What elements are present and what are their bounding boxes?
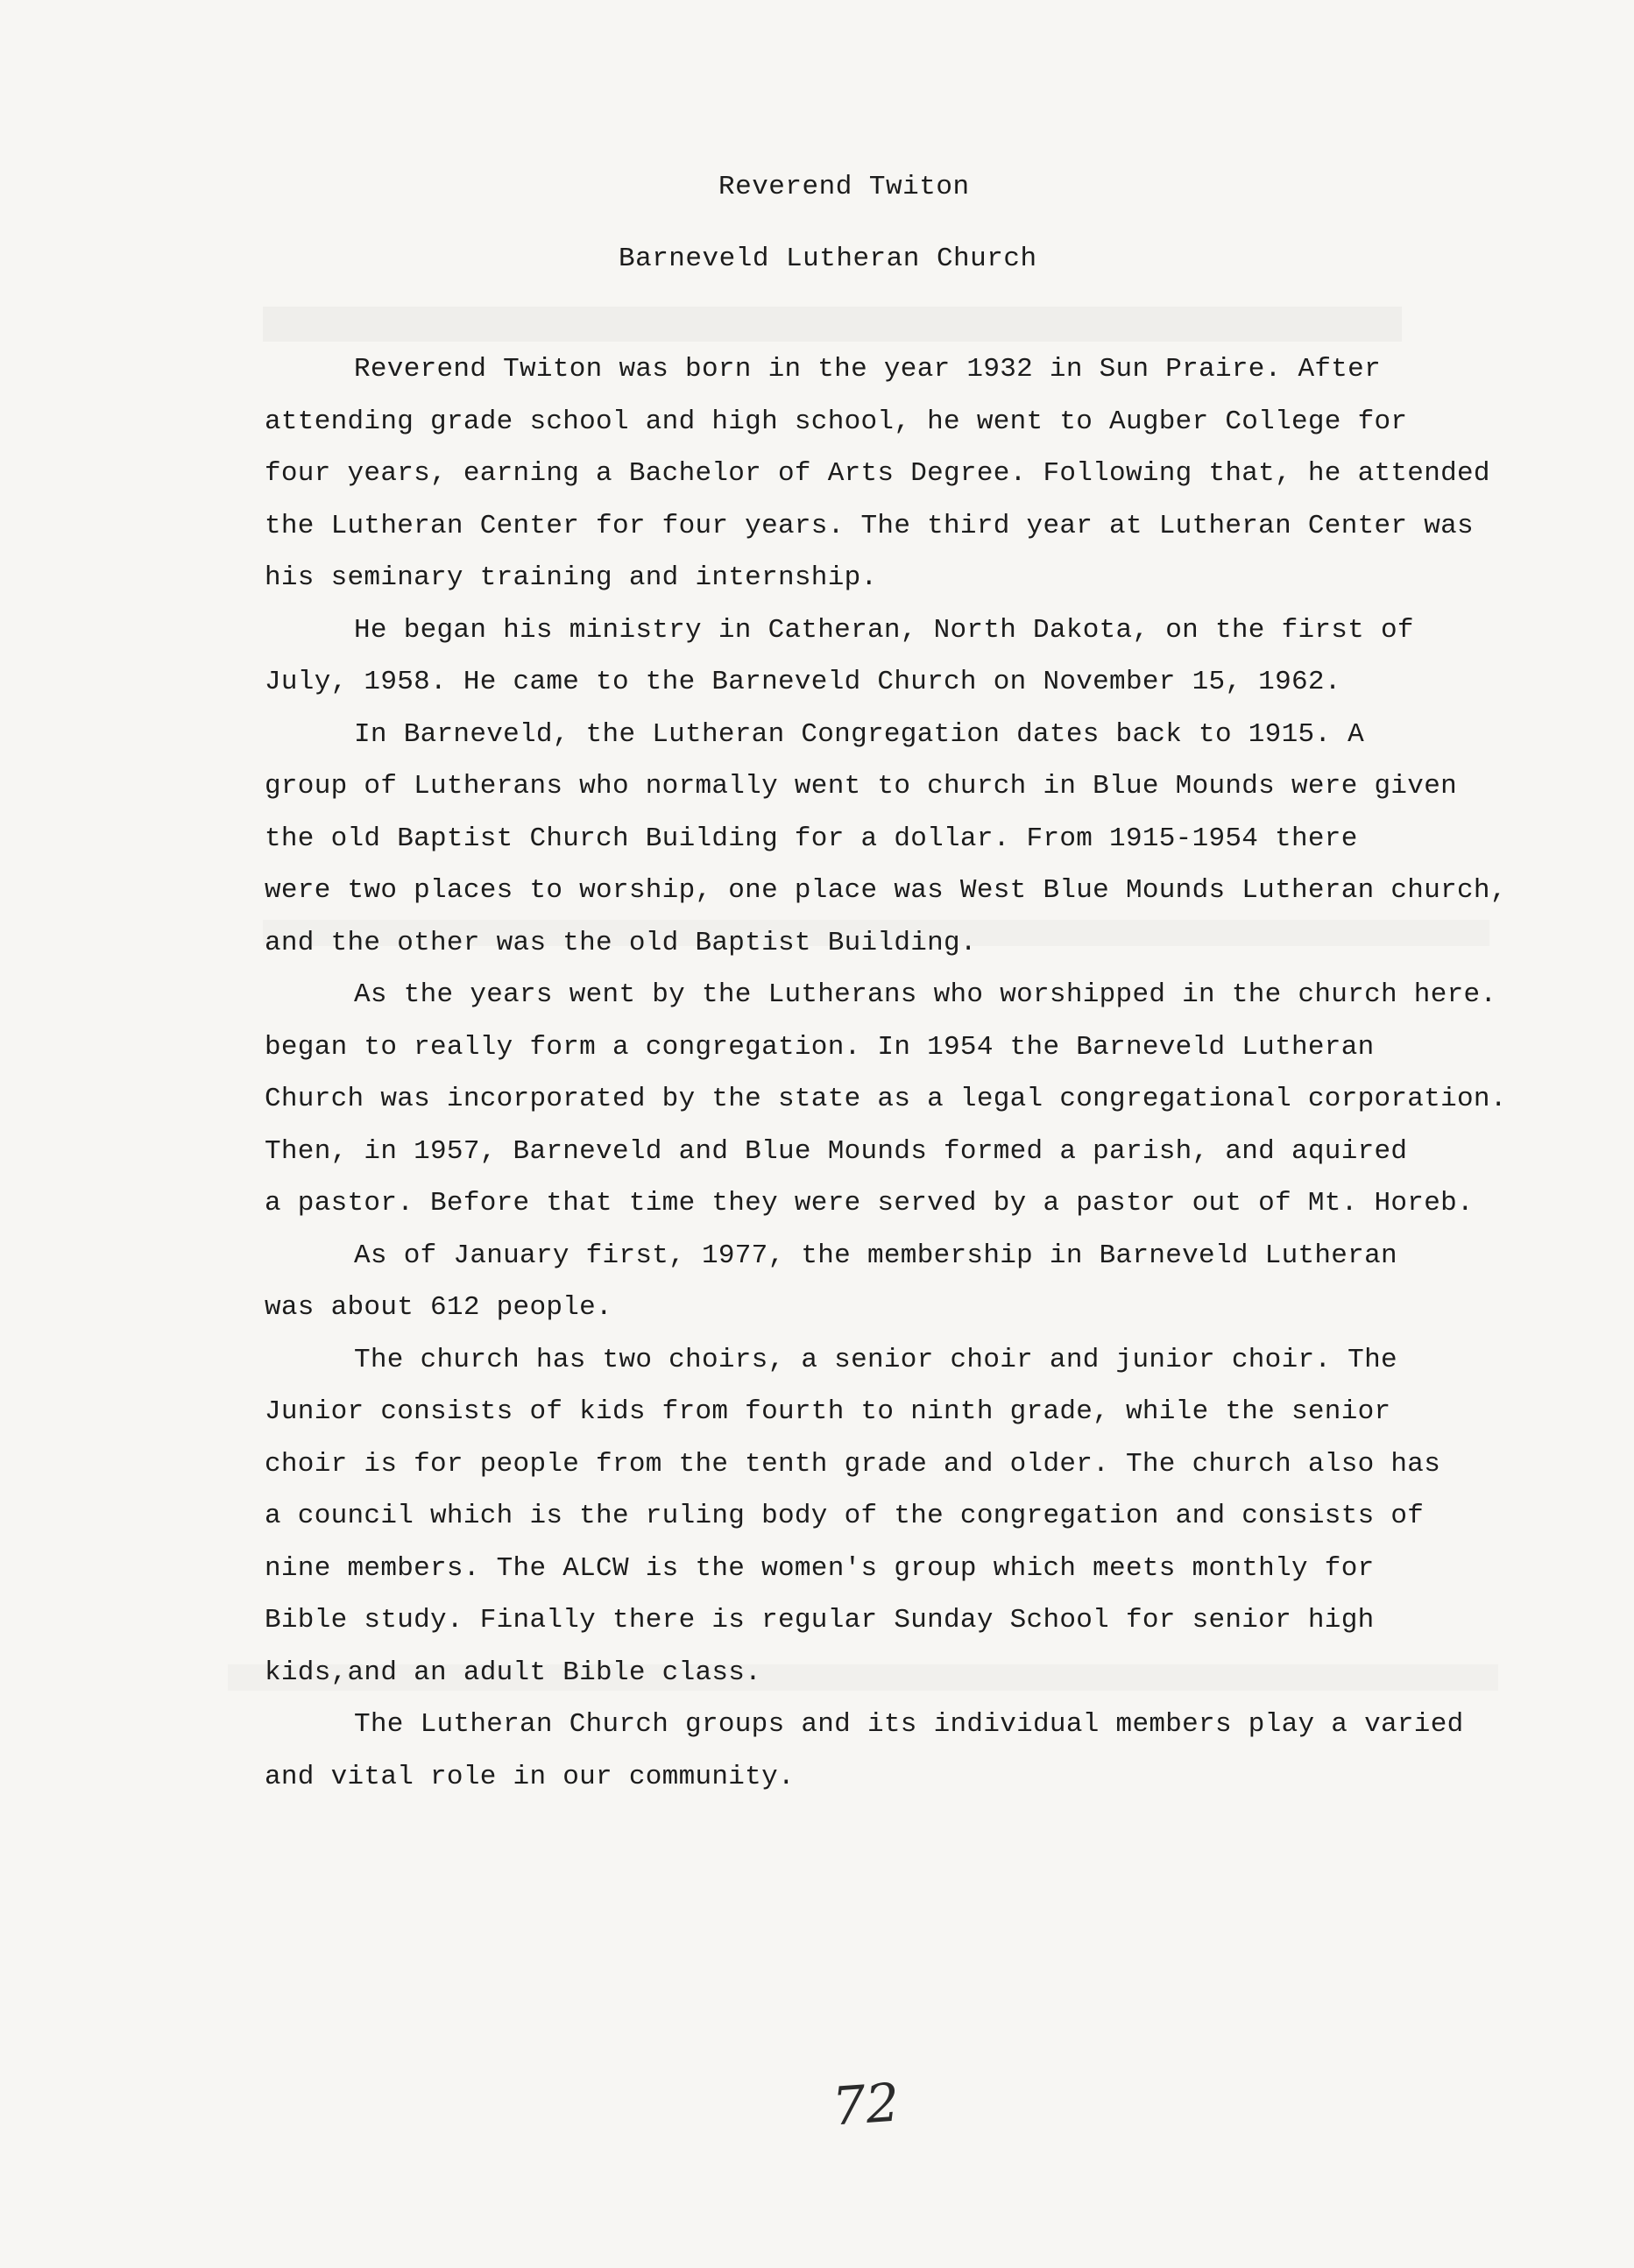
text-line: were two places to worship, one place was West Blue Mounds Lutheran church, (265, 875, 1507, 906)
text-line: Junior consists of kids from fourth to ninth grade, while the senior (265, 1396, 1391, 1427)
text-line: kids,and an adult Bible class. (265, 1657, 762, 1688)
text-line: a pastor. Before that time they were served by a pastor out of Mt. Horeb. (265, 1188, 1474, 1219)
text-line: four years, earning a Bachelor of Arts Degree. Following that, he attended (265, 458, 1490, 489)
text-line: his seminary training and internship. (265, 562, 878, 593)
text-line: and the other was the old Baptist Building. (265, 927, 977, 958)
text-line: Bible study. Finally there is regular Sunday School for senior high (265, 1605, 1375, 1636)
bleed-through-shadow (263, 307, 1402, 342)
text-line: Church was incorporated by the state as a legal congregational corporation. (265, 1084, 1507, 1114)
text-line: group of Lutherans who normally went to church in Blue Mounds were given (265, 771, 1458, 802)
text-line: The church has two choirs, a senior choir and junior choir. The (354, 1344, 1397, 1375)
text-line: As of January first, 1977, the membership in Barneveld Lutheran (354, 1240, 1397, 1271)
text-line: As the years went by the Lutherans who worshipped in the church here. (354, 979, 1497, 1010)
text-line: began to really form a congregation. In 1954 the Barneveld Lutheran (265, 1031, 1375, 1063)
text-line: a council which is the ruling body of the congregation and consists of (265, 1501, 1425, 1531)
page-title: Reverend Twiton (718, 172, 970, 202)
text-line: was about 612 people. (265, 1292, 612, 1323)
text-line: and vital role in our community. (265, 1761, 795, 1792)
text-line: He began his ministry in Catheran, North Dakota, on the first of (354, 614, 1414, 646)
text-line: Then, in 1957, Barneveld and Blue Mounds formed a parish, and aquired (265, 1135, 1408, 1167)
text-line: July, 1958. He came to the Barneveld Church on November 15, 1962. (265, 667, 1341, 697)
body-text (265, 343, 1596, 1803)
text-line: In Barneveld, the Lutheran Congregation dates back to 1915. A (354, 718, 1365, 750)
page-subtitle: Barneveld Lutheran Church (619, 244, 1037, 274)
text-line: the Lutheran Center for four years. The third year at Lutheran Center was (265, 510, 1474, 541)
handwritten-page-number: 72 (830, 2072, 902, 2138)
text-line: The Lutheran Church groups and its individual members play a varied (354, 1709, 1464, 1740)
text-line: Reverend Twiton was born in the year 1932 in Sun Praire. After (354, 354, 1381, 385)
text-line: attending grade school and high school, he went to Augber College for (265, 406, 1408, 437)
text-line: the old Baptist Church Building for a dollar. From 1915-1954 there (265, 823, 1358, 854)
text-line: nine members. The ALCW is the women's group which meets monthly for (265, 1552, 1375, 1584)
text-line: choir is for people from the tenth grade and older. The church also has (265, 1448, 1441, 1480)
